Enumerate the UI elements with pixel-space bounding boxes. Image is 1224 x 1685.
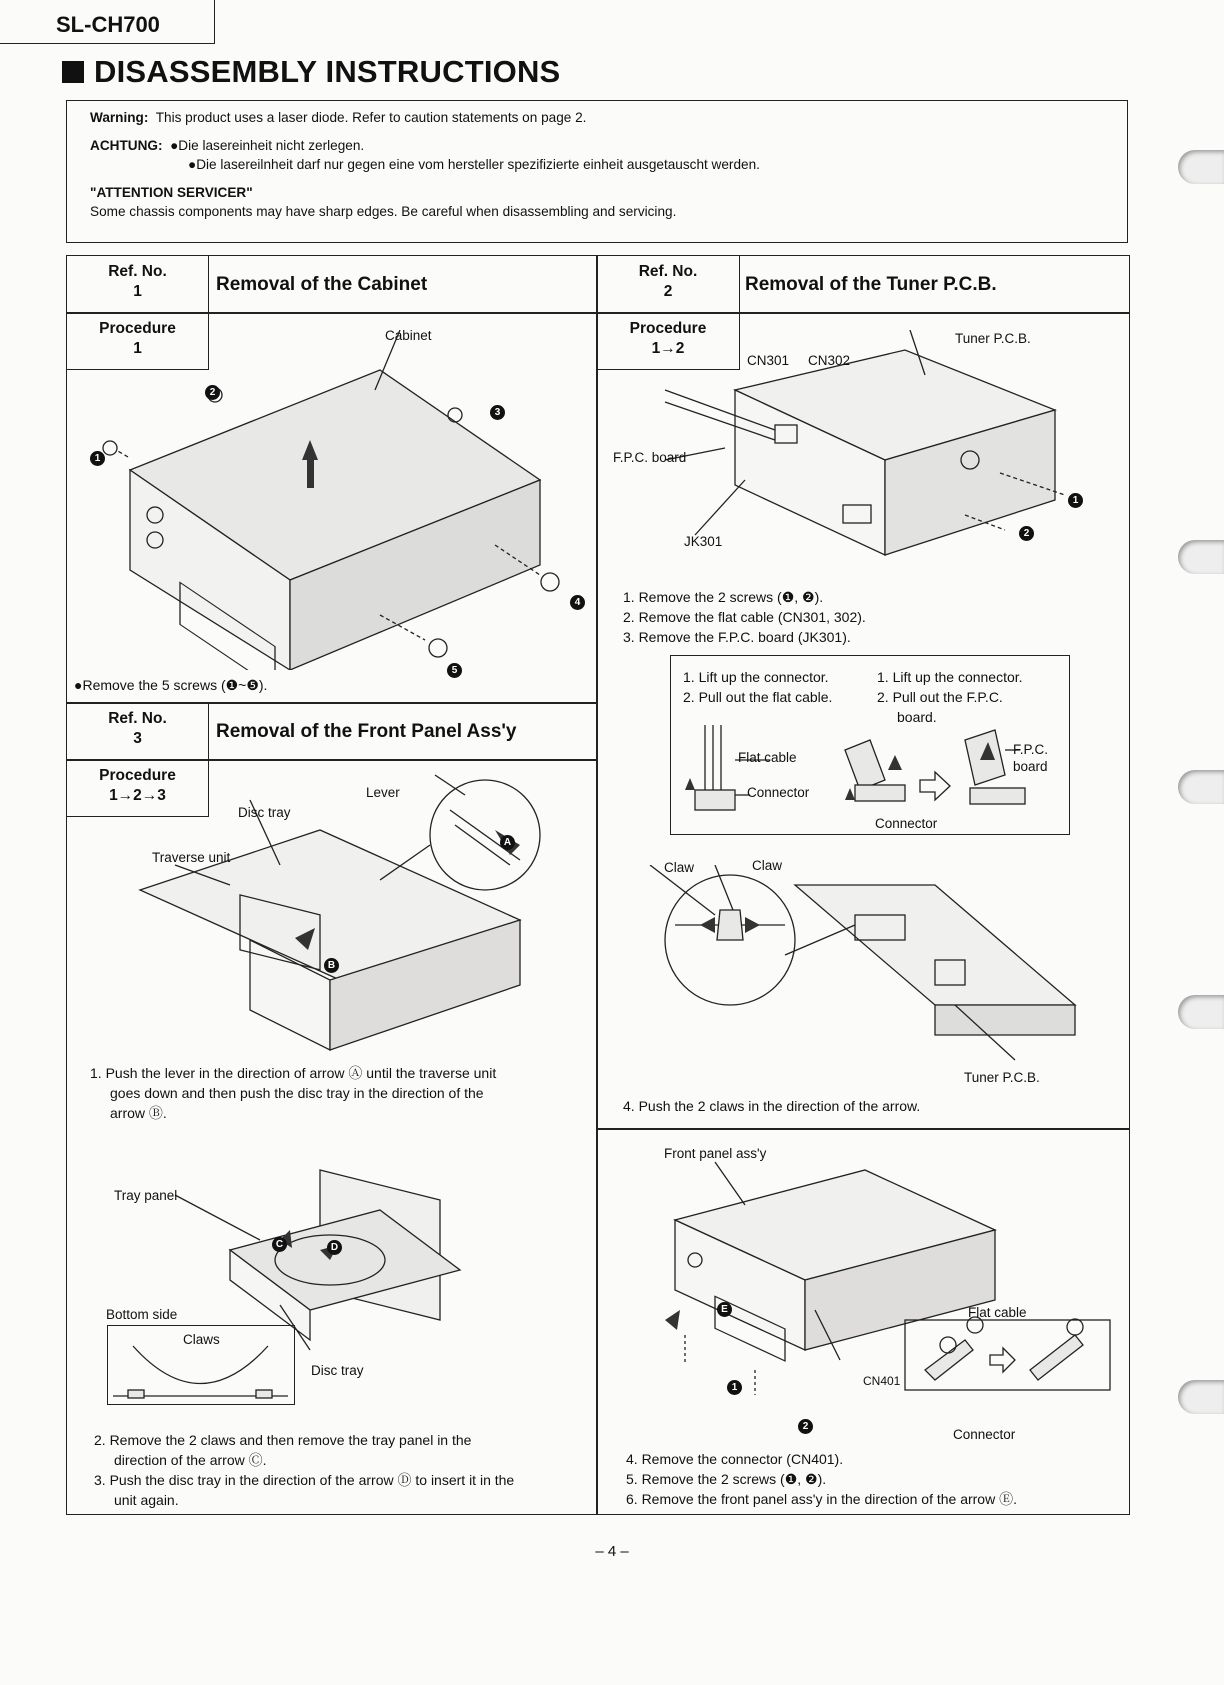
row-divider-right [596,1128,1130,1130]
up-arrow-icon [888,755,902,770]
lift-arrow-shaft [307,458,314,488]
connector-drawing-2 [1030,1335,1083,1380]
screw-5-icon [429,639,447,657]
claw-part [717,910,743,940]
section-2b-steps: 4. Remove the connector (CN401). 5. Remove the 2 screws (❶, ❷). 6. Remove the front panel ass'y in the direction of the arrow Ⓔ. [626,1451,1017,1507]
tuner-pcb-board [795,885,1075,1005]
screw-badge-4: 4 [570,595,585,610]
screw-badge-2: 2 [1019,526,1034,541]
claw-arc [133,1346,268,1384]
section-1-note: ●Remove the 5 screws (❶~❺). [74,677,268,693]
screw-badge-5: 5 [447,663,462,678]
screw-badge-2: 2 [205,385,220,400]
cn302-label: CN302 [808,353,851,368]
inset-left-steps: 1. Lift up the connector. 2. Pull out the flat cable. [683,669,833,705]
section-3-steps-2-3: 2. Remove the 2 claws and then remove the tray panel in the direction of the arrow Ⓒ. 3. Push the disc tray in the direction of the arrow Ⓓ to insert it in the unit again. [94,1432,515,1508]
warning-box [66,100,1128,243]
model-number: SL-CH700 [0,0,215,44]
up-arrow-icon [845,788,855,800]
binder-hole [1178,1380,1224,1414]
disc-tray-label-2: Disc tray [311,1363,364,1378]
bottom-side-label: Bottom side [106,1307,178,1322]
column-divider [596,255,598,1515]
cabinet-illustration [80,330,590,670]
claw-part [128,1390,144,1398]
cabinet-label: Cabinet [385,328,432,343]
binder-hole [1178,995,1224,1029]
connector-drawing [925,1340,973,1380]
connector-block [695,790,735,810]
tuner-pcb-label-2: Tuner P.C.B. [964,1070,1040,1085]
step-1-circle [940,1337,956,1353]
section-title-3: Removal of the Front Panel Ass'y [216,721,517,742]
arrow-badge-c: C [272,1237,287,1252]
fpc-board-label: F.P.C. board [613,450,687,465]
arrow-badge-e: E [717,1302,732,1317]
achtung-line: ACHTUNG: ●Die lasereinheit nicht zerlegen. [90,138,365,153]
procedure-cell-3: Procedure 1→2→3 [66,759,209,817]
page-title: DISASSEMBLY INSTRUCTIONS [62,54,560,90]
claw-label-1: Claw [664,860,695,875]
ref-no-cell-2: Ref. No. 2 [596,255,740,313]
connector-label: Connector [747,785,810,800]
cn401-label: CN401 [863,1374,901,1388]
procedure-cell-2: Procedure 1→2 [596,312,740,370]
binder-hole [1178,770,1224,804]
tuner-pcb-edge [935,1005,1075,1035]
jk301-label: JK301 [684,534,723,549]
lever-label: Lever [366,785,400,800]
screw-badge-2: 2 [798,1419,813,1434]
fpc-board-label-2: F.P.C. board [1013,742,1049,774]
title-square-icon [62,61,84,83]
arrow-badge-a: A [500,835,515,850]
section-2-steps: 1. Remove the 2 screws (❶, ❷). 2. Remove the flat cable (CN301, 302). 3. Remove the F.P.C. board (JK301). [623,589,866,645]
connector-inset-drawing [675,720,1065,830]
up-arrow-icon [685,778,695,790]
arrow-badge-b: B [324,958,339,973]
claw-illustration [605,865,1125,1080]
inset-right-steps: 1. Lift up the connector. 2. Pull out the F.P.C. board. [877,669,1023,725]
screw-1-icon [103,441,117,455]
connector-block-2 [855,785,905,801]
step-2-circle [1067,1319,1083,1335]
front-panel-illustration [605,1150,1125,1440]
tuner-pcb-label: Tuner P.C.B. [955,331,1031,346]
right-arrow-icon [990,1348,1015,1372]
connector-label-3: Connector [953,1427,1016,1442]
claws-label: Claws [183,1332,220,1347]
ref-no-cell-3: Ref. No. 3 [66,702,209,760]
achtung-line-2: ●Die lasereilnheit darf nur gegen eine vom hersteller spezifizierte einheit ausgetauscht werden. [188,157,760,172]
cable-end [845,740,885,790]
arrow-badge-d: D [327,1240,342,1255]
screw-badge-1: 1 [90,451,105,466]
claw-label-2: Claw [752,858,783,873]
section-2-step-4: 4. Push the 2 claws in the direction of the arrow. [623,1098,921,1114]
right-arrow-icon [920,772,950,800]
attention-label: "ATTENTION SERVICER" [90,185,253,200]
front-panel-leader [715,1162,745,1205]
binder-hole [1178,540,1224,574]
traverse-illustration [80,770,590,1060]
arrow-e-icon [665,1310,680,1330]
attention-text: Some chassis components may have sharp edges. Be careful when disassembling and servicing. [90,204,677,219]
jk301-leader [695,480,745,535]
disc-tray-label: Disc tray [238,805,291,820]
screw-4-icon [541,573,559,591]
page-number: – 4 – [595,1543,629,1560]
cn301-label: CN301 [747,353,790,368]
traverse-unit-label: Traverse unit [152,850,231,865]
screw-1-leader [116,450,128,457]
connector-label-2: Connector [875,816,938,831]
warning-line: Warning: This product uses a laser diode. Refer to caution statements on page 2. [90,110,587,125]
flat-cable-label-2: Flat cable [968,1305,1027,1320]
screw-badge-1: 1 [727,1380,742,1395]
ref-no-cell-1: Ref. No. 1 [66,255,209,313]
screw-badge-1: 1 [1068,493,1083,508]
binder-hole [1178,150,1224,184]
connector-block-3 [970,788,1025,804]
screw-3-icon [448,408,462,422]
front-panel-label: Front panel ass'y [664,1146,767,1161]
section-3-step-1: 1. Push the lever in the direction of arrow Ⓐ until the traverse unit goes down and then push the disc tray in the direction of the arrow Ⓑ. [90,1065,497,1121]
claw-part [256,1390,272,1398]
procedure-cell-1: Procedure 1 [66,312,209,370]
screw-badge-3: 3 [490,405,505,420]
tray-panel-label: Tray panel [114,1188,178,1203]
section-title-2: Removal of the Tuner P.C.B. [745,274,997,295]
tray-panel-leader [175,1195,260,1240]
section-title-1: Removal of the Cabinet [216,274,428,295]
flat-cable-label: Flat cable [738,750,797,765]
